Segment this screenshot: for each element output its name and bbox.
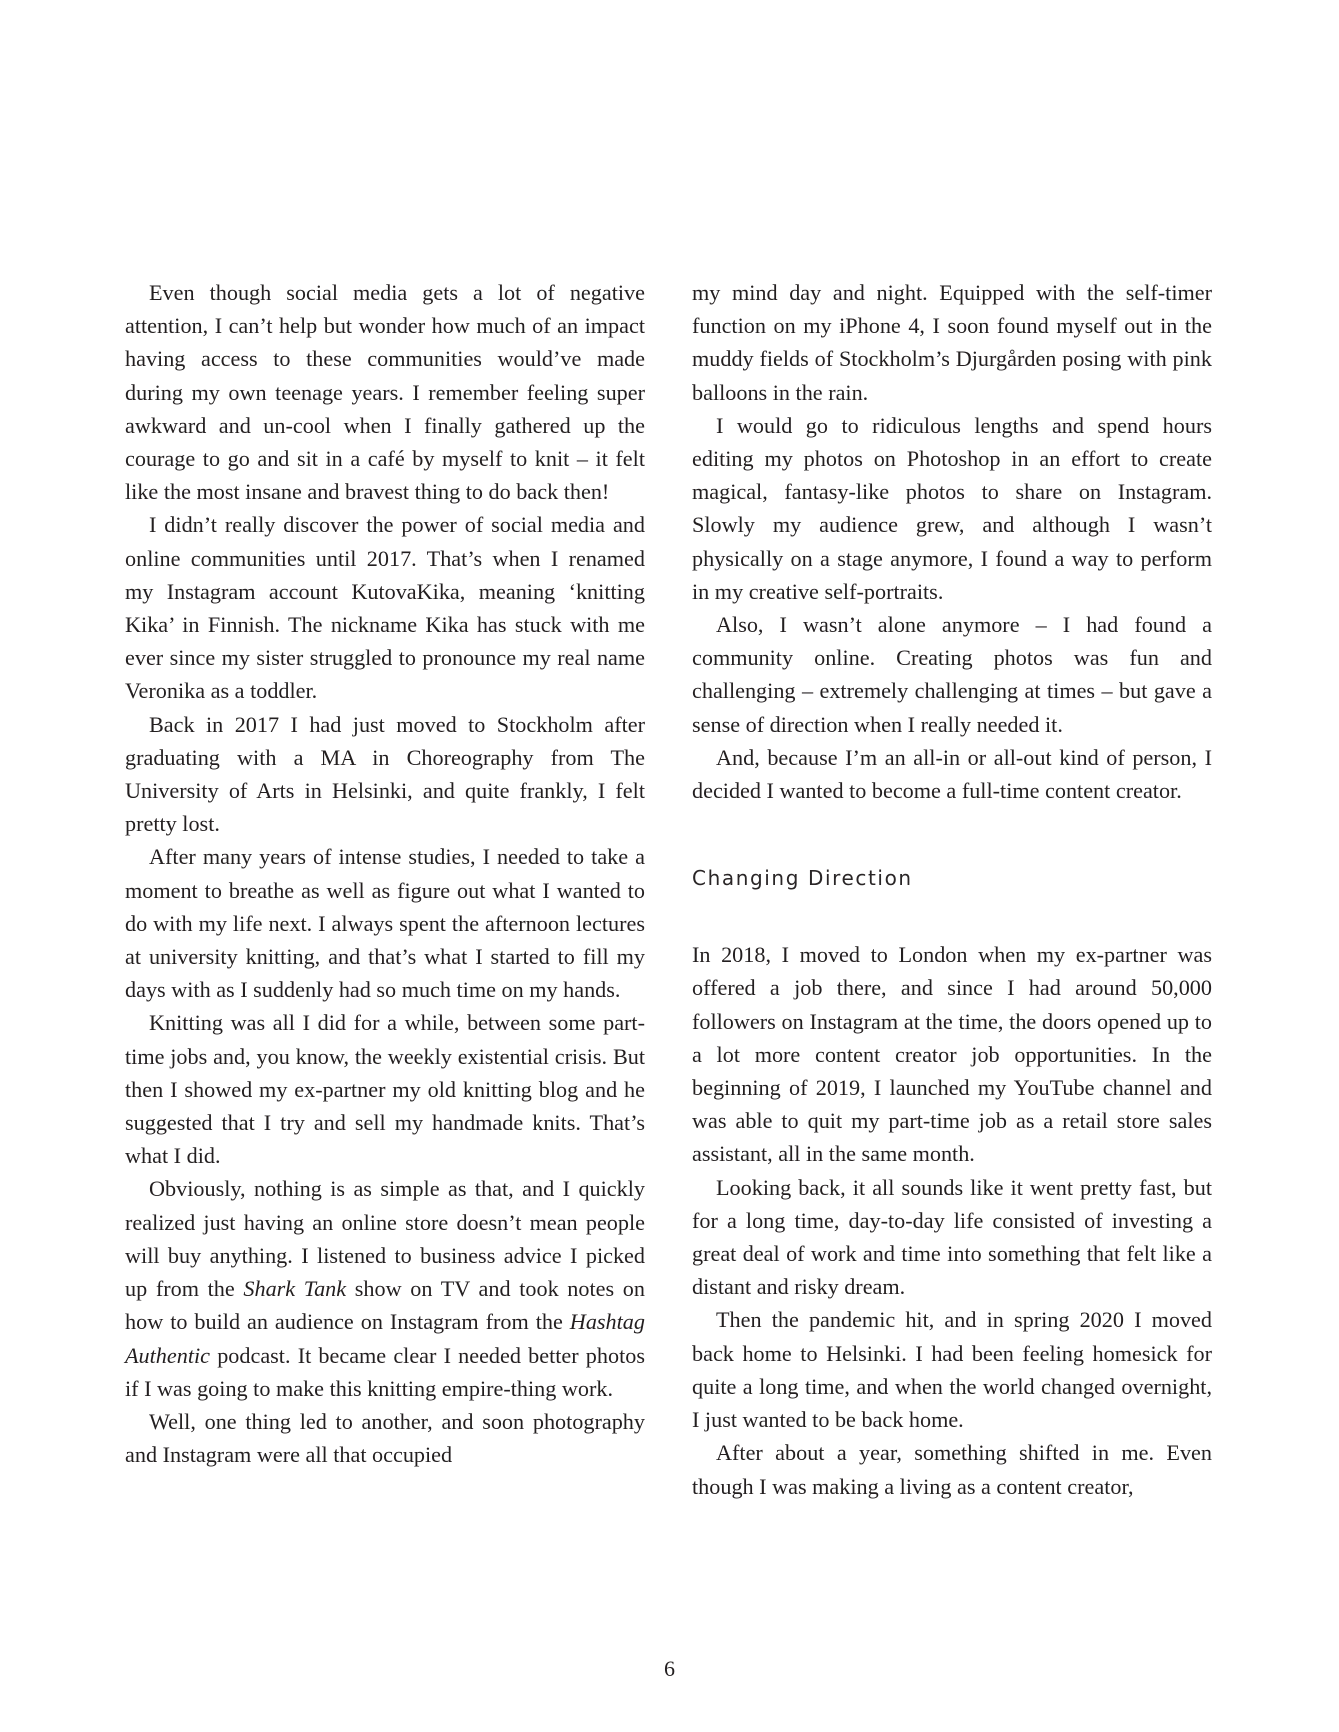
paragraph [125, 1172, 645, 1404]
paragraph: Looking back, it all sounds like it went pretty fast, but for a long time, day-to-day life consisted of investing a great deal of work and time into something that felt like a distant and risky dream. [692, 1174, 1212, 1300]
text-run: Obviously, nothing is as simple as that, and I quickly realized just having an online store doesn’t mean people will buy anything. I listened to business advice I picked up from the [125, 1176, 645, 1302]
paragraph-continuation: my mind day and night. Equipped with the self-timer function on my iPhone 4, I soon found myself out in the muddy fields of Stockholm’s Djurgården posing with pink balloons in the rain. [692, 280, 1212, 405]
right-column [692, 276, 1212, 1503]
page-number: 6 [664, 1656, 675, 1681]
paragraph: After many years of intense studies, I needed to take a moment to breathe as well as figure out what I wanted to do with my life next. I always spent the afternoon lectures at university knitting, and that’s what I started to fill my days with as I suddenly had so much time on my hands. [125, 844, 645, 1003]
paragraph: Back in 2017 I had just moved to Stockholm after graduating with a MA in Choreography from The University of Arts in Helsinki, and quite frankly, I felt pretty lost. [125, 711, 645, 837]
paragraph: Knitting was all I did for a while, between some part-time jobs and, you know, the weekly existential crisis. But then I showed my ex-partner my old knitting blog and he suggested that I try and sell my handmade knits. That’s what I did. [125, 1010, 645, 1169]
section-heading: Changing Direction [692, 866, 913, 891]
show-title-shark-tank: Shark Tank [243, 1276, 347, 1302]
podcast-title-hashtag-authentic: Hashtag Authentic [125, 1309, 645, 1368]
left-column [125, 276, 645, 1471]
paragraph: Then the pandemic hit, and in spring 2020 I moved back home to Helsinki. I had been feeling homesick for quite a long time, and when the world changed overnight, I just wanted to be back home. [692, 1307, 1212, 1433]
paragraph: After about a year, something shifted in me. Even though I was making a living as a content creator, [692, 1440, 1212, 1499]
paragraph: I didn’t really discover the power of social media and online communities until 2017. That’s when I renamed my Instagram account KutovaKika, meaning ‘knitting Kika’ in Finnish. The nickname Kika has stuck with me ever since my sister struggled to pronounce my real name Veronika as a toddler. [125, 512, 645, 704]
paragraph: I would go to ridiculous lengths and spend hours editing my photos on Photoshop in an effort to create magical, fantasy-like photos to share on Instagram. Slowly my audience grew, and although I wasn’t physically on a stage anymore, I found a way to perform in my creative self-portraits. [692, 412, 1212, 604]
paragraph: And, because I’m an all-in or all-out kind of person, I decided I wanted to become a full-time content creator. [692, 744, 1212, 804]
paragraph: Also, I wasn’t alone anymore – I had found a community online. Creating photos was fun and challenging – extremely challenging at times – but gave a sense of direction when I really needed it. [692, 612, 1212, 737]
text-run: show on TV and took notes on how to build an audience on Instagram from the [125, 1276, 645, 1335]
paragraph: Well, one thing led to another, and soon photography and Instagram were all that occupied [125, 1408, 645, 1468]
text-run: podcast. It became clear I needed better photos if I was going to make this knitting empire-thing work. [125, 1342, 645, 1401]
paragraph: Even though social media gets a lot of negative attention, I can’t help but wonder how much of an impact having access to these communities would’ve made during my own teenage years. I remember feeling super awkward and un-cool when I finally gathered up the courage to go and sit in a café by myself to knit – it felt like the most insane and bravest thing to do back then! [125, 280, 645, 505]
paragraph: In 2018, I moved to London when my ex-partner was offered a job there, and since I had around 50,000 followers on Instagram at the time, the doors opened up to a lot more content creator job opportunities. In the beginning of 2019, I launched my YouTube channel and was able to quit my part-time job as a retail store sales assistant, all in the same month. [692, 942, 1212, 1167]
